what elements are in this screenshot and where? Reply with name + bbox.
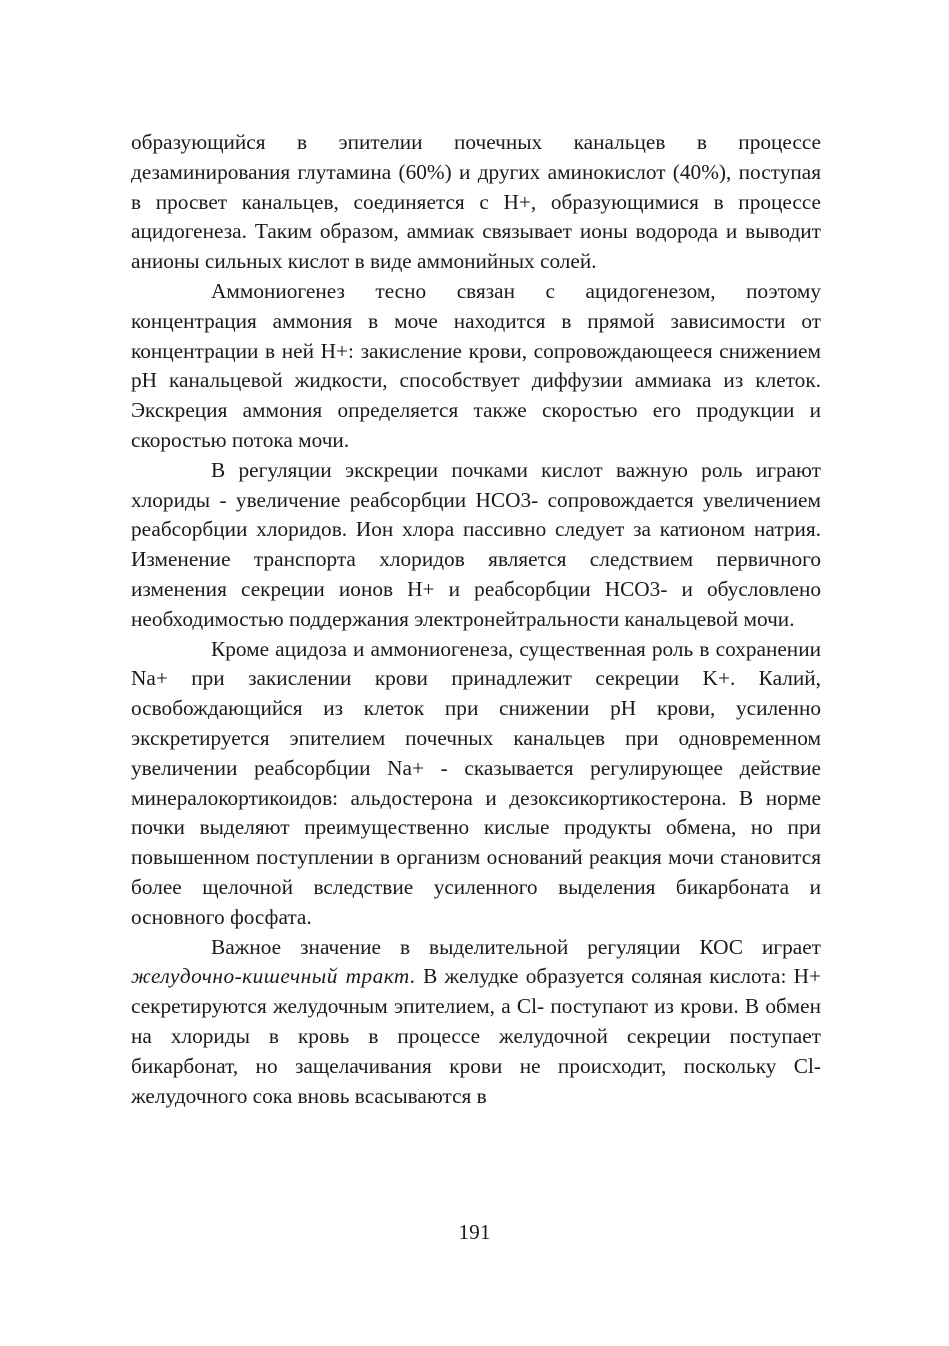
- paragraph-5-rest: В желудке образуется соляная кислота: H+ секретируются желудочным эпителием, а Cl- поступают из крови. В обмен на хлориды в кровь в процессе желудочной секреции поступает бикарбонат, но защелачивания крови не происходит, поскольку Cl- желудочного сока вновь всасываются в: [131, 964, 821, 1108]
- paragraph-1: образующийся в эпителии почечных канальцев в процессе дезаминирования глутамина (60%) и других аминокислот (40%), поступая в просвет канальцев, соединяется с H+, образующимися в процессе ацидогенеза. Таким образом, аммиак связывает ионы водорода и выводит анионы сильных кислот в виде аммонийных солей.: [131, 130, 821, 274]
- paragraph-4: Кроме ацидоза и аммониогенеза, существенная роль в сохранении Na+ при закислении крови принадлежит секреции K+. Калий, освобождающийся из клеток при снижении pH крови, усиленно экскретируется эпителием почечных канальцев при одновременном увеличении реабсорбции Na+ - сказывается регулирующее действие минералокортикоидов: альдостерона и дезоксикортикостерона. В норме почки выделяют преимущественно кислые продукты обмена, но при повышенном поступлении в организм оснований реакция мочи становится более щелочной вследствие усиленного выделения бикарбоната и основного фосфата.: [131, 636, 821, 929]
- paragraph-5-emphasis: желудочно-кишечный тракт.: [131, 964, 416, 989]
- page-number: 191: [458, 1220, 491, 1244]
- paragraph-2: Аммониогенез тесно связан с ацидогенезом, поэтому концентрация аммония в моче находится в прямой зависимости от концентрации в ней H+: закисление крови, сопровождающееся снижением pH канальцевой жидкости, способствует диффузии аммиака из клеток. Экскреция аммония определяется также скоростью его продукции и скоростью потока мочи.: [131, 278, 821, 452]
- paragraph-5: [131, 933, 821, 1112]
- paragraph-5-lead: Важное значение в выделительной регуляции КОС играет: [211, 934, 821, 959]
- page-body: [131, 128, 821, 1111]
- paragraph-3: В регуляции экскреции почками кислот важную роль играют хлориды - увеличение реабсорбции HCO3- сопровождается увеличением реабсорбции хлоридов. Ион хлора пассивно следует за катионом натрия. Изменение транспорта хлоридов является следствием первичного изменения секреции ионов H+ и реабсорбции HCO3- и обусловлено необходимостью поддержания электронейтральности канальцевой мочи.: [131, 457, 821, 631]
